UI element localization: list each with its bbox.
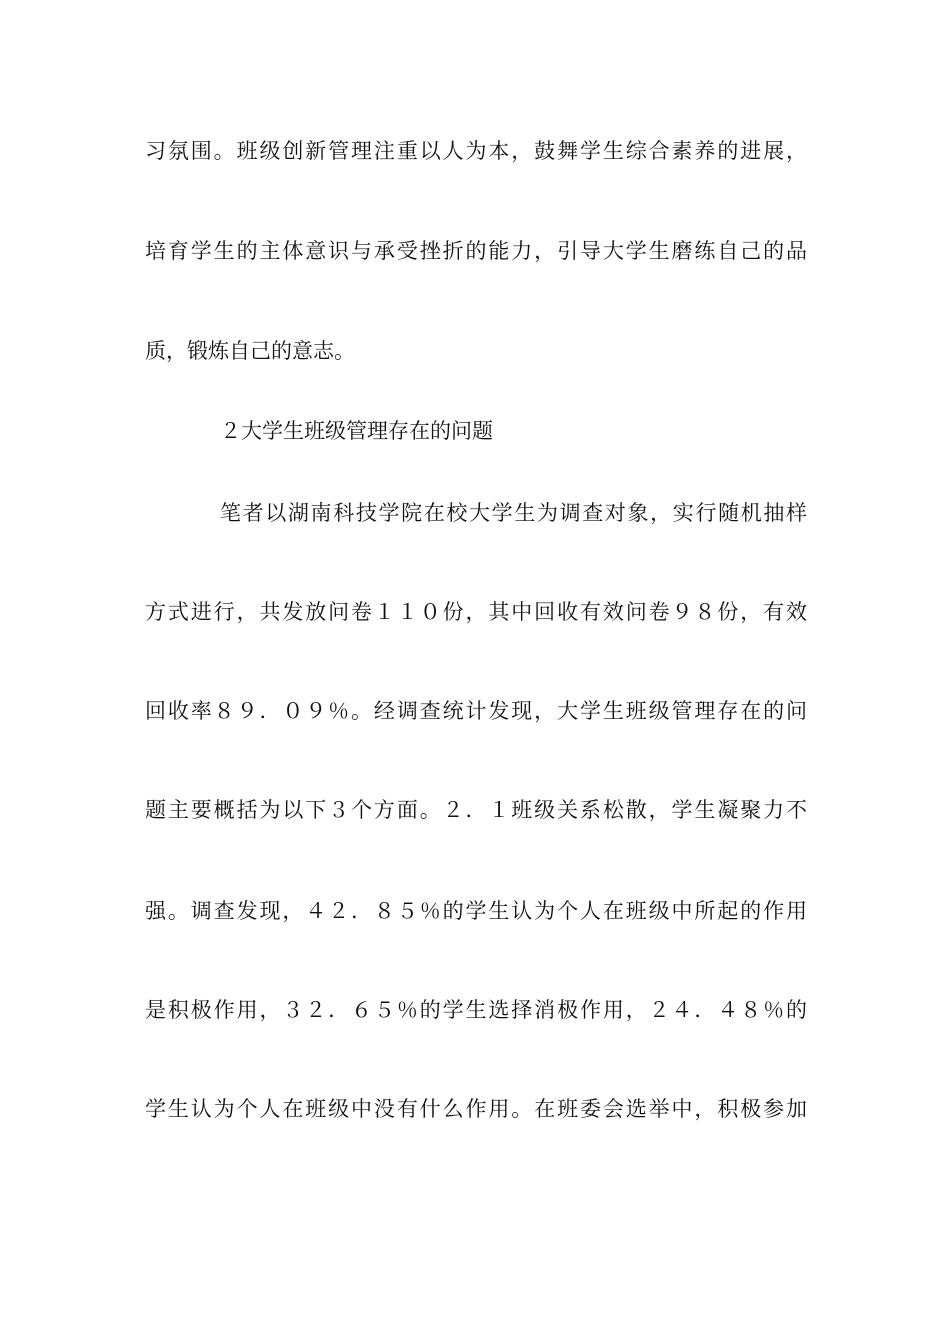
text-line: 习氛围。班级创新管理注重以人为本，鼓舞学生综合素养的进展， <box>145 139 807 163</box>
paragraph-line: 回收率８９．０９％。经调查统计发现，大学生班级管理存在的问 <box>145 699 807 723</box>
paragraph-line: 方式进行，共发放问卷１１０份，其中回收有效问卷９８份，有效 <box>145 600 807 624</box>
paragraph-line: 笔者以湖南科技学院在校大学生为调查对象，实行随机抽样 <box>220 501 807 525</box>
text-line: 培育学生的主体意识与承受挫折的能力，引导大学生磨练自己的品 <box>145 239 807 263</box>
paragraph-line: 学生认为个人在班级中没有什么作用。在班委会选举中，积极参加 <box>145 1097 807 1121</box>
text-line: 质，锻炼自己的意志。 <box>145 339 355 363</box>
section-heading: ２大学生班级管理存在的问题 <box>220 419 493 443</box>
paragraph-line: 是积极作用，３２．６５％的学生选择消极作用，２４．４８％的 <box>145 998 807 1022</box>
paragraph-line: 题主要概括为以下３个方面。２．１班级关系松散，学生凝聚力不 <box>145 798 807 822</box>
paragraph-line: 强。调查发现，４２．８５％的学生认为个人在班级中所起的作用 <box>145 899 807 923</box>
